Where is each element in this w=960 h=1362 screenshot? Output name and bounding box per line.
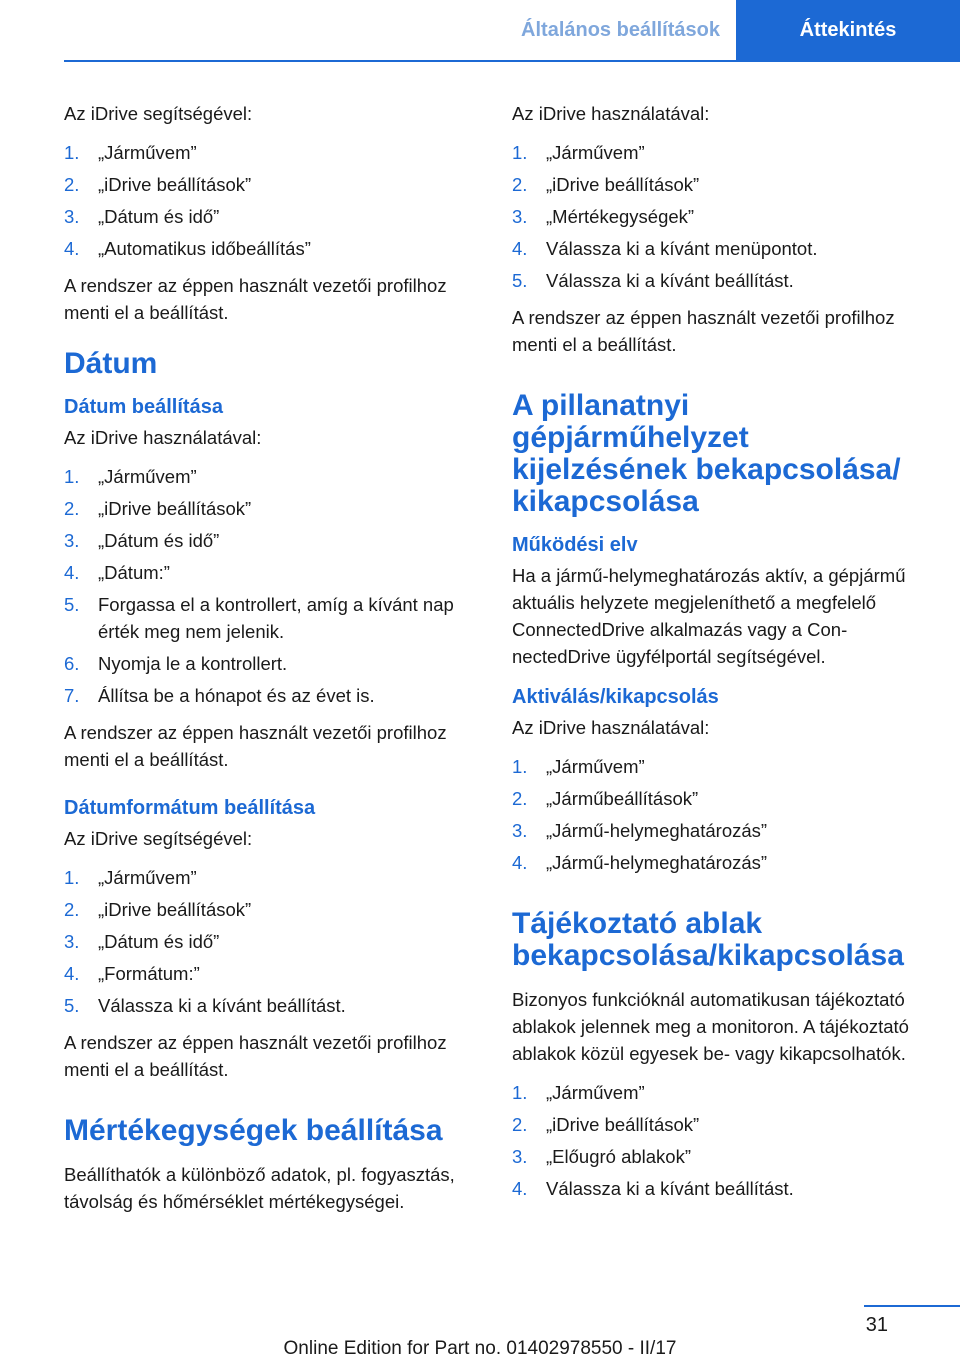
list-item-text: „Előugró ablakok” — [546, 1146, 691, 1167]
body-text: Beállíthatók a különböző adatok, pl. fogyasztás, távolság és hőmérséklet mértékegységei. — [64, 1164, 455, 1212]
list-item-text: „iDrive beállítások” — [98, 498, 252, 519]
list-item-text: „Dátum és idő” — [98, 530, 220, 551]
list-item — [64, 463, 484, 490]
steps-list — [512, 139, 932, 294]
list-item-number: 3. — [64, 931, 80, 952]
list-item-text: „Járművem” — [546, 756, 645, 777]
list-item-number: 1. — [512, 142, 528, 163]
list-item-text: Válassza ki a kívánt beállítást. — [98, 995, 346, 1016]
list-item — [64, 559, 484, 586]
list-item-text: „iDrive beállítások” — [546, 1114, 700, 1135]
note-text: A rendszer az éppen használt vezetői profilhoz menti el a beállítást. — [64, 1032, 447, 1080]
steps-list — [512, 753, 932, 876]
list-item — [512, 139, 932, 166]
body-text: Bizonyos funkcióknál automatikusan tájékoztató ablakok jelennek meg a monitoron. A tájékoztató ablakok közül egyesek be- vagy kikapcsolhatók. — [512, 989, 909, 1064]
heading-datumformatum: Dátumformátum beállítása — [64, 797, 316, 819]
list-item-text: „Járművem” — [546, 142, 645, 163]
list-item-number: 4. — [512, 852, 528, 873]
page-number: 31 — [865, 1314, 888, 1336]
list-item — [64, 139, 484, 166]
list-item-number: 2. — [64, 498, 80, 519]
heading-pillanatnyi: A pillanatnyi gépjárműhelyzet kijelzésének bekapcsolása/ kikapcsolása — [512, 389, 901, 518]
list-item-number: 3. — [512, 1146, 528, 1167]
list-item — [512, 849, 932, 876]
list-item — [64, 235, 484, 262]
list-item-number: 3. — [512, 206, 528, 227]
list-item-text: „Automatikus időbeállítás” — [98, 238, 311, 259]
list-item-text: „Dátum:” — [98, 562, 170, 583]
left-column — [64, 100, 484, 1215]
list-item-number: 3. — [64, 530, 80, 551]
list-item-number: 5. — [64, 995, 80, 1016]
header-section-tab: Általános beállítások — [521, 18, 720, 41]
list-item-number: 1. — [64, 142, 80, 163]
list-item-number: 4. — [64, 562, 80, 583]
list-item-text: „iDrive beállítások” — [98, 174, 252, 195]
intro-text: Az iDrive használatával: — [512, 717, 710, 738]
list-item-text: Válassza ki a kívánt menüpontot. — [546, 238, 818, 259]
intro-text: Az iDrive használatával: — [512, 103, 710, 124]
list-item-number: 1. — [512, 756, 528, 777]
list-item — [64, 896, 484, 923]
list-item-text: „Dátum és idő” — [98, 206, 220, 227]
list-item-number: 1. — [64, 466, 80, 487]
list-item-number: 4. — [64, 963, 80, 984]
list-item-text: Nyomja le a kontrollert. — [98, 653, 288, 674]
list-item-number: 6. — [64, 653, 80, 674]
list-item — [512, 171, 932, 198]
header-chapter-tab: Áttekintés — [736, 0, 960, 60]
list-item — [64, 992, 484, 1019]
list-item — [512, 1079, 932, 1106]
intro-text: Az iDrive segítségével: — [64, 103, 253, 124]
intro-text: Az iDrive segítségével: — [64, 828, 253, 849]
list-item — [64, 864, 484, 891]
list-item — [512, 235, 932, 262]
list-item-text: „iDrive beállítások” — [98, 899, 252, 920]
list-item-number: 1. — [512, 1082, 528, 1103]
list-item-number: 2. — [512, 788, 528, 809]
list-item — [512, 1111, 932, 1138]
steps-list — [512, 1079, 932, 1202]
list-item — [64, 527, 484, 554]
list-item-text: Válassza ki a kívánt beállítást. — [546, 1178, 794, 1199]
right-column — [512, 100, 932, 1212]
list-item — [64, 171, 484, 198]
note-text: A rendszer az éppen használt vezetői profilhoz menti el a beállítást. — [64, 722, 447, 770]
steps-list — [64, 463, 484, 709]
list-item-text: „Jármű-helymeghatározás” — [546, 820, 768, 841]
steps-list — [64, 864, 484, 1019]
heading-aktivalas: Aktiválás/kikapcsolás — [512, 686, 719, 708]
list-item-text: „Járművem” — [546, 1082, 645, 1103]
list-item-number: 3. — [64, 206, 80, 227]
list-item — [64, 682, 484, 709]
body-text: Ha a jármű-helymeghatározás aktív, a gépjármű aktuális helyzete megjeleníthető a megfelelő ConnectedDrive alkalmazás vagy a ConnectedDrive ügyfélportál segítségével. — [512, 565, 906, 667]
list-item-text: „iDrive beállítások” — [546, 174, 700, 195]
list-item-text: „Járművem” — [98, 867, 197, 888]
list-item — [512, 817, 932, 844]
intro-text: Az iDrive használatával: — [64, 427, 262, 448]
edition-footer: Online Edition for Part no. 01402978550 - II/17 — [283, 1338, 677, 1359]
list-item — [64, 591, 484, 645]
list-item — [64, 928, 484, 955]
list-item-text: Állítsa be a hónapot és az évet is. — [98, 685, 375, 706]
list-item — [512, 203, 932, 230]
list-item — [64, 495, 484, 522]
list-item — [512, 267, 932, 294]
list-item-number: 7. — [64, 685, 80, 706]
list-item-text: „Járművem” — [98, 142, 197, 163]
list-item-text: Válassza ki a kívánt beállítást. — [546, 270, 794, 291]
list-item — [64, 650, 484, 677]
heading-tajekoztato: Tájékoztató ablak bekapcsolása/kikapcsolása — [512, 907, 904, 972]
list-item-number: 2. — [512, 1114, 528, 1135]
list-item-number: 4. — [64, 238, 80, 259]
list-item-text: Forgassa el a kontrollert, amíg a kívánt nap érték meg nem jelenik. — [98, 594, 454, 642]
list-item-number: 1. — [64, 867, 80, 888]
note-text: A rendszer az éppen használt vezetői profilhoz menti el a beállítást. — [64, 275, 447, 323]
list-item-text: „Járműbeállítások” — [546, 788, 699, 809]
footer-rule — [864, 1305, 960, 1307]
list-item-number: 4. — [512, 1178, 528, 1199]
list-item-text: „Járművem” — [98, 466, 197, 487]
list-item-text: „Jármű-helymeghatározás” — [546, 852, 768, 873]
note-text: A rendszer az éppen használt vezetői profilhoz menti el a beállítást. — [512, 307, 895, 355]
list-item-text: „Dátum és idő” — [98, 931, 220, 952]
list-item-number: 5. — [512, 270, 528, 291]
list-item — [64, 960, 484, 987]
list-item — [64, 203, 484, 230]
list-item — [512, 1175, 932, 1202]
steps-list — [64, 139, 484, 262]
list-item-number: 4. — [512, 238, 528, 259]
heading-datum-beallitasa: Dátum beállítása — [64, 396, 223, 418]
list-item — [512, 785, 932, 812]
list-item — [512, 1143, 932, 1170]
list-item-number: 2. — [512, 174, 528, 195]
heading-mukodesi-elv: Működési elv — [512, 534, 638, 556]
list-item-number: 5. — [64, 594, 80, 615]
list-item-number: 2. — [64, 899, 80, 920]
header-rule — [64, 60, 960, 62]
list-item-number: 3. — [512, 820, 528, 841]
heading-mertekegysegek: Mértékegységek beállítása — [64, 1114, 443, 1147]
list-item-number: 2. — [64, 174, 80, 195]
list-item — [512, 753, 932, 780]
list-item-text: „Formátum:” — [98, 963, 200, 984]
heading-datum: Dátum — [64, 347, 158, 380]
list-item-text: „Mértékegységek” — [546, 206, 695, 227]
